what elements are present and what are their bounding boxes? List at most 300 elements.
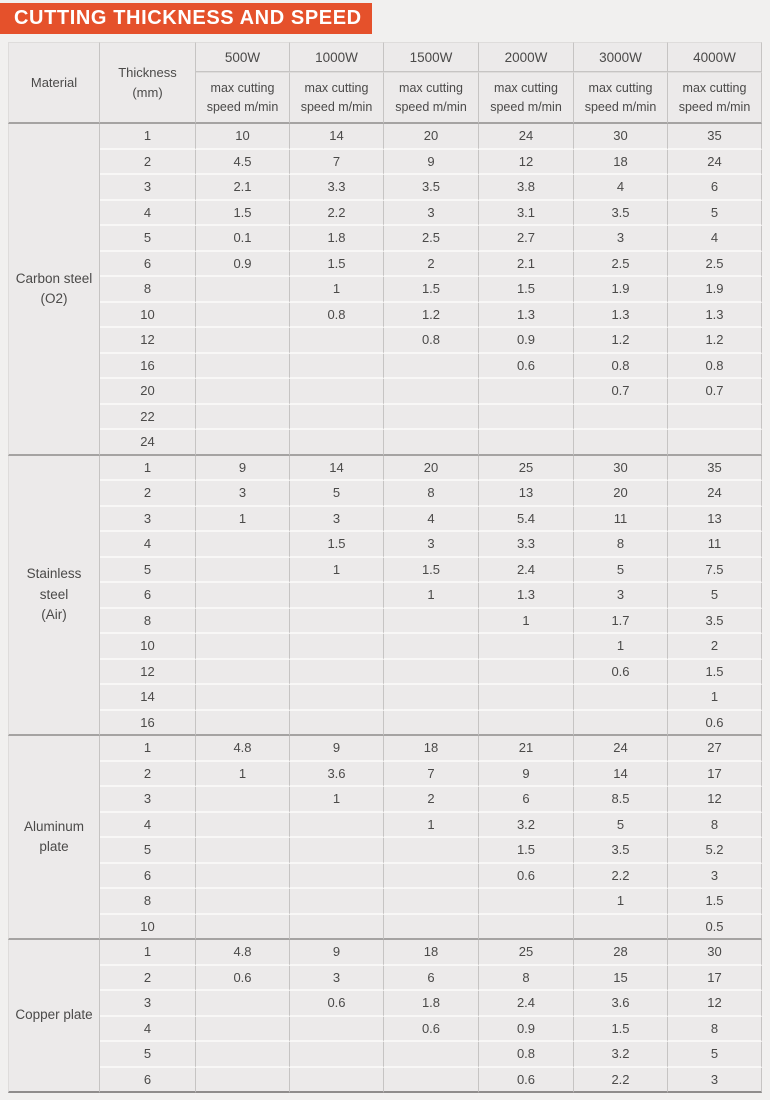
speed-cell: 4.8 — [196, 940, 290, 966]
speed-cell: 6 — [668, 175, 762, 201]
speed-cell: 3.6 — [574, 991, 668, 1017]
speed-cell — [196, 889, 290, 915]
speed-cell: 12 — [668, 991, 762, 1017]
speed-cell: 3.5 — [384, 175, 479, 201]
speed-cell — [196, 379, 290, 405]
table-row — [8, 124, 762, 150]
speed-cell — [290, 685, 384, 711]
table-row — [8, 813, 762, 839]
thickness-cell: 2 — [100, 966, 196, 992]
speed-cell — [668, 405, 762, 431]
table-row — [8, 303, 762, 329]
speed-cell — [290, 379, 384, 405]
speed-cell: 1 — [196, 507, 290, 533]
speed-cell: 5 — [668, 583, 762, 609]
speed-cell: 8 — [668, 1017, 762, 1043]
table-row — [8, 354, 762, 380]
speed-cell: 2 — [384, 787, 479, 813]
speed-cell: 1.9 — [574, 277, 668, 303]
speed-cell — [196, 354, 290, 380]
table-row — [8, 150, 762, 176]
speed-cell — [384, 1042, 479, 1068]
thickness-cell: 20 — [100, 379, 196, 405]
subheader-cell: max cutting speed m/min — [574, 72, 668, 124]
table-row — [8, 940, 762, 966]
material-cell: Copper plate — [8, 940, 100, 1093]
speed-cell: 5 — [574, 558, 668, 584]
speed-cell — [384, 430, 479, 456]
speed-cell: 28 — [574, 940, 668, 966]
speed-cell — [196, 660, 290, 686]
speed-cell — [384, 609, 479, 635]
table-row — [8, 762, 762, 788]
speed-cell: 1.3 — [574, 303, 668, 329]
speed-cell: 3.5 — [574, 201, 668, 227]
speed-cell: 20 — [574, 481, 668, 507]
speed-cell: 0.9 — [479, 1017, 574, 1043]
speed-cell: 18 — [574, 150, 668, 176]
thickness-cell: 2 — [100, 762, 196, 788]
speed-cell — [196, 685, 290, 711]
speed-cell: 2.1 — [196, 175, 290, 201]
table-row — [8, 711, 762, 737]
speed-cell — [574, 405, 668, 431]
speed-cell: 25 — [479, 456, 574, 482]
speed-cell — [196, 991, 290, 1017]
speed-cell — [384, 889, 479, 915]
thickness-cell: 6 — [100, 1068, 196, 1094]
speed-cell: 25 — [479, 940, 574, 966]
speed-cell — [290, 1042, 384, 1068]
speed-cell: 5 — [290, 481, 384, 507]
speed-cell: 1.5 — [290, 252, 384, 278]
speed-cell: 1 — [290, 277, 384, 303]
power-column-header: 3000W — [574, 42, 668, 72]
speed-cell: 3 — [668, 1068, 762, 1094]
speed-cell: 2 — [668, 634, 762, 660]
speed-cell: 1.7 — [574, 609, 668, 635]
thickness-cell: 6 — [100, 583, 196, 609]
speed-cell: 1.5 — [384, 558, 479, 584]
speed-cell: 17 — [668, 762, 762, 788]
table-row — [8, 507, 762, 533]
speed-cell: 30 — [668, 940, 762, 966]
thickness-cell: 14 — [100, 685, 196, 711]
speed-cell: 0.9 — [196, 252, 290, 278]
speed-cell — [290, 405, 384, 431]
speed-cell: 5.4 — [479, 507, 574, 533]
speed-cell — [290, 328, 384, 354]
thickness-cell: 5 — [100, 1042, 196, 1068]
speed-cell: 1.5 — [384, 277, 479, 303]
speed-cell: 8 — [574, 532, 668, 558]
thickness-cell: 4 — [100, 201, 196, 227]
thickness-cell: 4 — [100, 1017, 196, 1043]
speed-cell — [479, 634, 574, 660]
table-row — [8, 558, 762, 584]
speed-cell: 9 — [479, 762, 574, 788]
thickness-cell: 12 — [100, 328, 196, 354]
speed-cell: 9 — [290, 736, 384, 762]
thickness-cell: 6 — [100, 864, 196, 890]
speed-cell: 12 — [668, 787, 762, 813]
speed-cell: 8.5 — [574, 787, 668, 813]
speed-cell: 0.1 — [196, 226, 290, 252]
power-column-header: 500W — [196, 42, 290, 72]
speed-cell — [290, 864, 384, 890]
speed-cell — [290, 838, 384, 864]
table-row — [8, 736, 762, 762]
speed-cell — [668, 430, 762, 456]
speed-cell: 2.2 — [574, 1068, 668, 1094]
speed-cell: 4.8 — [196, 736, 290, 762]
thickness-cell: 3 — [100, 787, 196, 813]
speed-cell — [574, 711, 668, 737]
thickness-cell: 8 — [100, 889, 196, 915]
thickness-cell: 22 — [100, 405, 196, 431]
power-column-header: 1000W — [290, 42, 384, 72]
thickness-cell: 8 — [100, 609, 196, 635]
thickness-cell: 5 — [100, 226, 196, 252]
table-row — [8, 532, 762, 558]
speed-cell: 7.5 — [668, 558, 762, 584]
speed-cell — [384, 634, 479, 660]
speed-cell: 5.2 — [668, 838, 762, 864]
table-row — [8, 1068, 762, 1094]
speed-cell — [479, 430, 574, 456]
thickness-cell: 4 — [100, 813, 196, 839]
thickness-cell: 6 — [100, 252, 196, 278]
thickness-cell: 5 — [100, 838, 196, 864]
speed-cell — [384, 685, 479, 711]
speed-cell: 11 — [668, 532, 762, 558]
thickness-cell: 3 — [100, 175, 196, 201]
speed-cell: 5 — [668, 201, 762, 227]
thickness-cell: 3 — [100, 507, 196, 533]
speed-cell: 0.6 — [479, 354, 574, 380]
speed-cell — [290, 813, 384, 839]
table-row — [8, 915, 762, 941]
speed-cell: 8 — [384, 481, 479, 507]
table-row — [8, 201, 762, 227]
subheader-cell: max cutting speed m/min — [668, 72, 762, 124]
speed-cell: 35 — [668, 456, 762, 482]
speed-cell: 0.8 — [384, 328, 479, 354]
speed-cell: 3.3 — [479, 532, 574, 558]
thickness-cell: 24 — [100, 430, 196, 456]
speed-cell: 30 — [574, 456, 668, 482]
speed-cell: 2.5 — [574, 252, 668, 278]
speed-cell: 0.6 — [196, 966, 290, 992]
speed-cell — [290, 889, 384, 915]
speed-cell: 0.8 — [574, 354, 668, 380]
speed-cell — [479, 405, 574, 431]
table-row — [8, 838, 762, 864]
speed-cell — [290, 1017, 384, 1043]
speed-cell: 2.4 — [479, 558, 574, 584]
speed-cell: 0.9 — [479, 328, 574, 354]
speed-cell: 1.5 — [196, 201, 290, 227]
speed-cell: 1 — [290, 558, 384, 584]
table-container — [8, 42, 762, 1093]
thickness-cell: 10 — [100, 634, 196, 660]
speed-cell: 2.4 — [479, 991, 574, 1017]
speed-cell — [574, 685, 668, 711]
speed-cell — [384, 711, 479, 737]
speed-cell: 5 — [668, 1042, 762, 1068]
table-row — [8, 864, 762, 890]
speed-cell: 1.2 — [574, 328, 668, 354]
speed-cell: 2.5 — [668, 252, 762, 278]
speed-cell: 3 — [290, 966, 384, 992]
speed-cell: 0.6 — [290, 991, 384, 1017]
speed-cell: 30 — [574, 124, 668, 150]
speed-cell: 3 — [668, 864, 762, 890]
speed-cell: 10 — [196, 124, 290, 150]
speed-cell: 17 — [668, 966, 762, 992]
speed-cell: 4 — [384, 507, 479, 533]
speed-cell: 3.2 — [574, 1042, 668, 1068]
speed-cell — [479, 711, 574, 737]
speed-cell: 1.8 — [384, 991, 479, 1017]
speed-cell: 18 — [384, 736, 479, 762]
speed-cell: 0.6 — [479, 1068, 574, 1094]
speed-cell — [196, 838, 290, 864]
speed-cell: 14 — [290, 456, 384, 482]
speed-cell — [290, 915, 384, 941]
speed-cell — [196, 430, 290, 456]
speed-cell: 24 — [668, 481, 762, 507]
speed-cell: 1.5 — [290, 532, 384, 558]
speed-cell: 1.5 — [479, 277, 574, 303]
speed-cell — [574, 430, 668, 456]
thickness-cell: 1 — [100, 124, 196, 150]
speed-cell — [290, 711, 384, 737]
material-cell: Stainless steel (Air) — [8, 456, 100, 737]
speed-cell: 1.5 — [668, 660, 762, 686]
speed-cell: 21 — [479, 736, 574, 762]
speed-cell: 0.8 — [290, 303, 384, 329]
subheader-cell: max cutting speed m/min — [290, 72, 384, 124]
speed-cell: 3.6 — [290, 762, 384, 788]
speed-cell: 8 — [479, 966, 574, 992]
power-column-header: 2000W — [479, 42, 574, 72]
speed-cell: 3 — [384, 201, 479, 227]
speed-cell: 1 — [574, 889, 668, 915]
speed-cell — [384, 660, 479, 686]
speed-cell: 0.8 — [668, 354, 762, 380]
speed-cell: 3 — [574, 226, 668, 252]
speed-cell — [290, 583, 384, 609]
table-row — [8, 1017, 762, 1043]
speed-cell — [290, 1068, 384, 1094]
speed-cell: 24 — [479, 124, 574, 150]
speed-cell: 3 — [196, 481, 290, 507]
speed-cell: 1.3 — [668, 303, 762, 329]
speed-cell: 1.5 — [574, 1017, 668, 1043]
speed-cell: 3.1 — [479, 201, 574, 227]
speed-cell: 35 — [668, 124, 762, 150]
speed-cell: 13 — [479, 481, 574, 507]
speed-cell — [384, 405, 479, 431]
speed-cell: 3 — [290, 507, 384, 533]
speed-cell — [196, 532, 290, 558]
speed-cell: 15 — [574, 966, 668, 992]
speed-cell — [384, 838, 479, 864]
speed-cell: 0.6 — [668, 711, 762, 737]
table-row — [8, 456, 762, 482]
speed-cell — [196, 328, 290, 354]
speed-cell: 0.6 — [384, 1017, 479, 1043]
subheader-cell: max cutting speed m/min — [196, 72, 290, 124]
subheader-cell: max cutting speed m/min — [479, 72, 574, 124]
table-row — [8, 966, 762, 992]
thickness-cell: 16 — [100, 354, 196, 380]
speed-cell: 11 — [574, 507, 668, 533]
speed-cell: 1.2 — [384, 303, 479, 329]
table-row — [8, 252, 762, 278]
speed-cell: 3.3 — [290, 175, 384, 201]
thickness-cell: 10 — [100, 915, 196, 941]
speed-cell — [290, 634, 384, 660]
speed-cell: 9 — [384, 150, 479, 176]
speed-cell: 20 — [384, 124, 479, 150]
speed-cell — [574, 915, 668, 941]
speed-cell — [196, 1017, 290, 1043]
speed-cell: 14 — [574, 762, 668, 788]
speed-cell — [196, 303, 290, 329]
thickness-cell: 2 — [100, 150, 196, 176]
thickness-cell: 1 — [100, 456, 196, 482]
speed-cell: 1.2 — [668, 328, 762, 354]
speed-cell — [196, 609, 290, 635]
speed-cell — [196, 915, 290, 941]
table-row — [8, 583, 762, 609]
speed-cell: 1.3 — [479, 303, 574, 329]
speed-cell: 27 — [668, 736, 762, 762]
thickness-column-header: Thickness (mm) — [100, 42, 196, 124]
thickness-cell: 2 — [100, 481, 196, 507]
speed-cell: 3.8 — [479, 175, 574, 201]
speed-cell: 1.3 — [479, 583, 574, 609]
table-row — [8, 405, 762, 431]
table-row — [8, 481, 762, 507]
spec-table — [8, 42, 762, 1093]
speed-cell: 1 — [384, 813, 479, 839]
speed-cell: 7 — [384, 762, 479, 788]
speed-cell: 4 — [668, 226, 762, 252]
table-row — [8, 991, 762, 1017]
speed-cell: 3 — [574, 583, 668, 609]
speed-cell — [290, 354, 384, 380]
materials-column-header: Material — [8, 42, 100, 124]
speed-cell: 1 — [479, 609, 574, 635]
speed-cell — [479, 685, 574, 711]
speed-cell: 4 — [574, 175, 668, 201]
speed-cell — [384, 864, 479, 890]
speed-cell — [196, 1068, 290, 1094]
thickness-cell: 3 — [100, 991, 196, 1017]
speed-cell: 6 — [479, 787, 574, 813]
speed-cell — [196, 634, 290, 660]
speed-cell: 9 — [196, 456, 290, 482]
speed-cell: 1 — [196, 762, 290, 788]
speed-cell — [196, 787, 290, 813]
speed-cell: 6 — [384, 966, 479, 992]
speed-cell: 0.8 — [479, 1042, 574, 1068]
speed-cell — [384, 379, 479, 405]
speed-cell: 18 — [384, 940, 479, 966]
title-banner — [0, 3, 372, 34]
thickness-cell: 5 — [100, 558, 196, 584]
speed-cell: 0.7 — [668, 379, 762, 405]
table-row — [8, 685, 762, 711]
speed-cell: 9 — [290, 940, 384, 966]
table-row — [8, 1042, 762, 1068]
speed-cell: 3.5 — [668, 609, 762, 635]
speed-cell: 8 — [668, 813, 762, 839]
table-row — [8, 379, 762, 405]
table-row — [8, 609, 762, 635]
speed-cell: 13 — [668, 507, 762, 533]
speed-cell — [290, 660, 384, 686]
thickness-cell: 1 — [100, 940, 196, 966]
speed-cell: 1.5 — [479, 838, 574, 864]
speed-cell: 14 — [290, 124, 384, 150]
speed-cell: 3.5 — [574, 838, 668, 864]
speed-cell — [196, 405, 290, 431]
page-title: CUTTING THICKNESS AND SPEED — [14, 7, 362, 29]
speed-cell: 2 — [384, 252, 479, 278]
table-body — [8, 124, 762, 1093]
speed-cell: 1.8 — [290, 226, 384, 252]
speed-cell: 24 — [574, 736, 668, 762]
speed-cell — [479, 660, 574, 686]
speed-cell: 12 — [479, 150, 574, 176]
thickness-cell: 12 — [100, 660, 196, 686]
speed-cell — [196, 711, 290, 737]
thickness-cell: 4 — [100, 532, 196, 558]
speed-cell: 24 — [668, 150, 762, 176]
table-row — [8, 787, 762, 813]
speed-cell: 1 — [290, 787, 384, 813]
subheader-cell: max cutting speed m/min — [384, 72, 479, 124]
speed-cell: 0.5 — [668, 915, 762, 941]
speed-cell — [196, 277, 290, 303]
speed-cell: 3 — [384, 532, 479, 558]
speed-cell — [196, 558, 290, 584]
speed-cell — [196, 864, 290, 890]
speed-cell: 0.6 — [574, 660, 668, 686]
speed-cell: 1 — [574, 634, 668, 660]
power-column-header: 1500W — [384, 42, 479, 72]
thickness-cell: 1 — [100, 736, 196, 762]
thickness-cell: 8 — [100, 277, 196, 303]
speed-cell: 4.5 — [196, 150, 290, 176]
speed-cell: 3.2 — [479, 813, 574, 839]
speed-cell: 1 — [384, 583, 479, 609]
speed-cell — [196, 1042, 290, 1068]
speed-cell — [290, 609, 384, 635]
speed-cell: 0.6 — [479, 864, 574, 890]
speed-cell: 1.9 — [668, 277, 762, 303]
speed-cell: 2.1 — [479, 252, 574, 278]
power-column-header: 4000W — [668, 42, 762, 72]
speed-cell — [479, 889, 574, 915]
speed-cell: 20 — [384, 456, 479, 482]
table-row — [8, 175, 762, 201]
material-cell: Aluminum plate — [8, 736, 100, 940]
